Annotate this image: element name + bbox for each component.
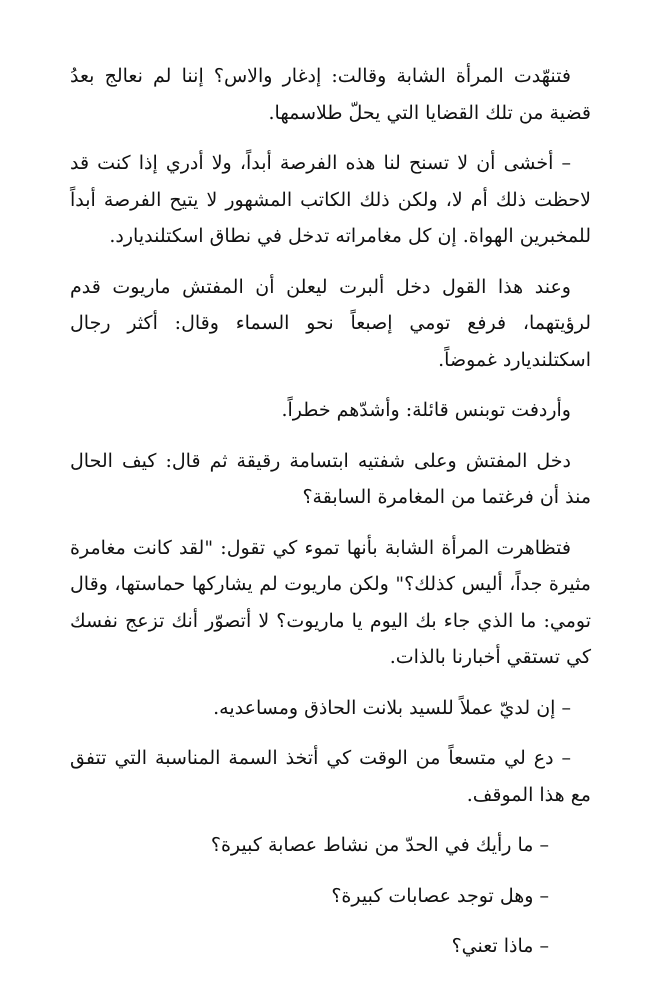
paragraph-8: – دع لي متسعاً من الوقت كي أتخذ السمة المناسبة التي تتفق مع هذا الموقف. — [70, 747, 591, 806]
paragraph-4: وأردفت توبنس قائلة: وأشدّهم خطراً. — [281, 399, 571, 421]
paragraph-5: دخل المفتش وعلى شفتيه ابتسامة رقيقة ثم قال: كيف الحال منذ أن فرغتما من المغامرة السابقة؟ — [70, 449, 591, 508]
paragraph-1: فتنهّدت المرأة الشابة وقالت: إدغار والاس؟ إننا لم نعالج بعدُ قضية من تلك القضايا التي يحلّ طلاسمها. — [70, 65, 591, 124]
paragraph-6: فتظاهرت المرأة الشابة بأنها تموء كي تقول: "لقد كانت مغامرة مثيرة جداً، أليس كذلك؟" ولكن ماريوت لم يشاركها حماستها، وقال تومي: ما الذي جاء بك اليوم يا ماريوت؟ لا أتصوّر أنك تزعج نفسك كي تستقي أخبارنا بالذات. — [70, 536, 591, 668]
book-page — [70, 58, 591, 979]
paragraph-10: – وهل توجد عصابات كبيرة؟ — [331, 884, 549, 907]
paragraph-2: – أخشى أن لا تسنح لنا هذه الفرصة أبداً، ولا أدري إذا كنت قد لاحظت ذلك أم لا، ولكن ذلك الكاتب المشهور لا يتيح الفرصة أبداً للمخبرين الهواة. إن كل مغامراته تدخل في نطاق اسكتلنديارد. — [70, 152, 591, 247]
paragraph-3: وعند هذا القول دخل ألبرت ليعلن أن المفتش ماريوت قدم لرؤيتهما، فرفع تومي إصبعاً نحو السماء وقال: أكثر رجال اسكتلنديارد غموضاً. — [70, 275, 591, 371]
paragraph-7: – إن لديّ عملاً للسيد بلانت الحاذق ومساعديه. — [213, 696, 571, 719]
paragraph-11: – ماذا تعني؟ — [451, 935, 549, 957]
paragraph-9: – ما رأيك في الحدّ من نشاط عصابة كبيرة؟ — [210, 834, 549, 856]
